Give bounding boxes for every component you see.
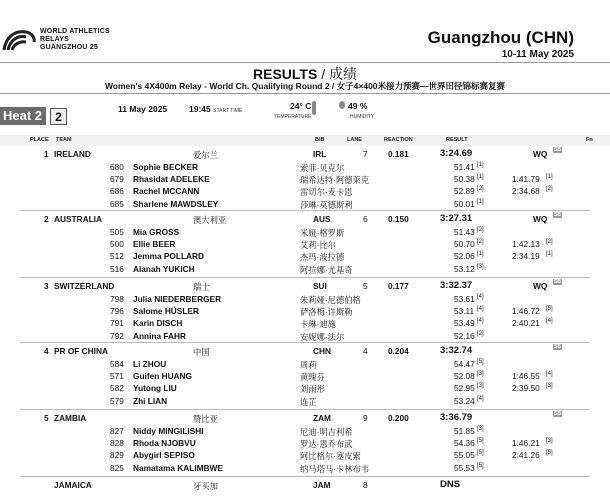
athlete-name-cn: 罗达·恩乔布武 — [300, 439, 353, 450]
athlete-bib: 516 — [110, 263, 124, 274]
split-rank: [5] — [477, 359, 484, 365]
team-code: IRL — [313, 149, 327, 159]
athlete-bib: 582 — [110, 383, 124, 394]
col-result: RESULT — [446, 137, 468, 143]
split-rank: [3] — [477, 383, 484, 390]
team-name: JAMAICA — [54, 480, 92, 490]
athlete-bib: 571 — [110, 371, 124, 382]
team-lane: 9 — [363, 413, 368, 423]
team-code: CHN — [313, 346, 331, 356]
athlete-bib: 829 — [110, 450, 124, 461]
athlete-name-cn: 瑞希达特·阿德莱克 — [300, 175, 370, 186]
athlete-split: 55.05 — [454, 450, 475, 461]
athlete-cumulative: 1:41.79 — [512, 174, 540, 185]
team-place: 2 — [44, 214, 49, 224]
athlete-name: Julia NIEDERBERGER — [133, 294, 222, 304]
athlete-name: Sharlene MAWDSLEY — [133, 198, 219, 209]
athlete-name: Rhoda NJOBVU — [133, 438, 196, 449]
athlete-name-cn: 卡琳·迪施 — [300, 319, 336, 330]
athlete-bib: 798 — [110, 294, 124, 304]
team-reaction: 0.181 — [388, 149, 409, 159]
athlete-name-cn: 米娅·格罗斯 — [300, 228, 345, 238]
athlete-cumulative: 2:34.19 — [512, 251, 540, 262]
split-rank: [1] — [477, 198, 484, 205]
athlete-name: Zhi LIAN — [133, 395, 168, 406]
team-name: SWITZERLAND — [54, 281, 115, 291]
cumulative-rank: [2] — [546, 186, 553, 193]
team-name: PR OF CHINA — [54, 346, 108, 356]
athlete-cumulative: 1:42.13 — [512, 239, 540, 250]
athlete-bib: 680 — [110, 162, 124, 172]
athlete-name: Guifen HUANG — [133, 371, 192, 382]
header-divider — [0, 62, 610, 63]
cumulative-rank: [4] — [546, 318, 553, 325]
humidity-caption: HUMIDITY — [350, 114, 375, 120]
athlete-cumulative: 1:46.72 — [512, 306, 540, 317]
org-line-1: WORLD ATHLETICS — [40, 28, 110, 35]
split-rank: [2] — [477, 330, 484, 337]
cumulative-rank: [5] — [546, 306, 553, 313]
cumulative-rank: [3] — [546, 438, 553, 445]
athlete-split: 52.95 — [454, 383, 475, 394]
split-rank: [1] — [477, 251, 484, 258]
col-fn: Fn — [586, 137, 593, 143]
team-place: 1 — [44, 149, 49, 159]
athlete-name: Namatama KALIMBWE — [133, 462, 223, 473]
cumulative-rank: [4] — [546, 371, 553, 378]
qualification-mark: WQ — [533, 214, 548, 224]
start-time-caption: START TIME — [213, 108, 243, 114]
temperature-caption: TEMPERATURE — [274, 114, 312, 120]
split-rank: [4] — [477, 306, 484, 313]
split-rank: [5] — [477, 438, 484, 445]
athlete-split: 51.85 — [454, 426, 475, 436]
athlete-name-cn: 雷切尔·麦卡恩 — [300, 187, 353, 198]
thermometer-icon — [312, 101, 316, 115]
athlete-name: Yutong LIU — [133, 383, 177, 394]
athlete-bib: 791 — [110, 318, 124, 329]
column-header-bar — [0, 135, 610, 146]
athlete-name-cn: 安妮娜·法尔 — [300, 331, 345, 342]
subtitle-divider — [0, 93, 610, 94]
team-name-cn: 赞比亚 — [193, 414, 218, 424]
athlete-name: Jemma POLLARD — [133, 251, 205, 262]
athlete-name: Salome HÜSLER — [133, 306, 199, 317]
venue-city: Guangzhou (CHN) — [427, 28, 574, 47]
athlete-name-cn: 索菲·贝克尔 — [300, 163, 345, 173]
athlete-split: 50.01 — [454, 198, 475, 209]
team-place: 4 — [44, 346, 49, 356]
team-result: 3:32.37 — [440, 280, 473, 291]
split-rank: [3] — [477, 426, 484, 432]
team-name-cn: 牙买加 — [193, 481, 218, 491]
team-code: SUI — [313, 281, 327, 291]
split-rank: [1] — [477, 174, 484, 181]
athlete-cumulative: 2:39.50 — [512, 383, 540, 394]
start-time-value: 19:45 — [189, 104, 211, 114]
start-time — [189, 104, 242, 114]
col-lane: LANE — [347, 137, 362, 143]
athlete-split: 53.24 — [454, 395, 475, 406]
col-team: TEAM — [56, 137, 72, 143]
athlete-bib: 827 — [110, 426, 124, 436]
team-name: AUSTRALIA — [54, 214, 102, 224]
athlete-split: 50.70 — [454, 239, 475, 250]
athlete-cumulative: 1:46.21 — [512, 438, 540, 449]
org-line-2: RELAYS — [40, 36, 69, 43]
split-rank: [4] — [477, 318, 484, 325]
team-lane: 4 — [363, 346, 368, 356]
athlete-split: 53.12 — [454, 263, 475, 274]
athlete-name-cn: 尼迪·明吉利希 — [300, 427, 353, 437]
season-best-badge: SB — [554, 344, 561, 350]
team-name: IRELAND — [54, 149, 91, 159]
athlete-split: 51.43 — [454, 227, 475, 237]
team-result: 3:36.79 — [440, 412, 473, 423]
split-rank: [5] — [477, 462, 484, 469]
humidity-drop-icon — [339, 101, 345, 109]
cumulative-rank: [1] — [546, 251, 553, 258]
athlete-split: 52.08 — [454, 371, 475, 382]
world-athletics-logo-icon — [2, 26, 36, 52]
team-name-cn: 澳大利亚 — [193, 215, 227, 225]
team-reaction: 0.200 — [388, 413, 409, 423]
athlete-name-cn: 艾莉·比尔 — [300, 240, 336, 251]
heat-number-box: 2 — [50, 108, 67, 125]
race-date: 11 May 2025 — [118, 104, 168, 114]
event-dates: 10-11 May 2025 — [501, 49, 574, 60]
team-lane: 7 — [363, 149, 368, 159]
athlete-name-cn: 萨洛梅·许斯勒 — [300, 307, 353, 318]
team-code: JAM — [313, 480, 331, 490]
org-line-3: GUANGZHOU 25 — [40, 44, 99, 51]
team-code: AUS — [313, 214, 331, 224]
athlete-name: Annina FAHR — [133, 330, 187, 341]
athlete-name: Mia GROSS — [133, 227, 180, 237]
athlete-name-cn: 朱莉娅·尼德伯格 — [300, 295, 361, 305]
season-best-badge: SB — [554, 147, 561, 153]
athlete-split: 53.11 — [454, 306, 475, 317]
heat-label: Heat 2 — [0, 107, 46, 125]
team-name-cn: 爱尔兰 — [193, 150, 218, 160]
team-name-cn: 瑞士 — [193, 282, 210, 292]
qualification-mark: WQ — [533, 149, 548, 159]
athlete-split: 51.41 — [454, 162, 475, 172]
athlete-bib: 686 — [110, 186, 124, 197]
team-place: 5 — [44, 413, 49, 423]
athlete-cumulative: 2:34.68 — [512, 186, 540, 197]
athlete-split: 52.06 — [454, 251, 475, 262]
season-best-badge: SB — [554, 411, 561, 417]
athlete-split: 52.16 — [454, 330, 475, 341]
athlete-name: Abygirl SEPISO — [133, 450, 195, 461]
cumulative-rank: [5] — [546, 450, 553, 457]
team-code: ZAM — [313, 413, 331, 423]
split-rank: [5] — [477, 450, 484, 457]
athlete-name-cn: 纳马塔马·卡林布韦 — [300, 463, 370, 474]
athlete-name-cn: 连芷 — [300, 396, 317, 407]
athlete-bib: 579 — [110, 395, 124, 406]
split-rank: [2] — [477, 239, 484, 246]
athlete-bib: 792 — [110, 330, 124, 341]
team-result: 3:32.74 — [440, 345, 473, 356]
team-separator — [20, 342, 590, 343]
team-place: 3 — [44, 281, 49, 291]
team-separator — [20, 210, 590, 211]
athlete-split: 54.47 — [454, 359, 475, 369]
athlete-name-cn: 阿拉娜·尤基奇 — [300, 264, 353, 275]
split-rank: [2] — [477, 227, 484, 233]
athlete-name-cn: 杰玛·波拉德 — [300, 252, 345, 263]
athlete-split: 53.49 — [454, 318, 475, 329]
col-reaction: REACTION — [384, 137, 413, 143]
team-separator — [20, 277, 590, 278]
team-lane: 5 — [363, 281, 368, 291]
athlete-split: 52.89 — [454, 186, 475, 197]
athlete-bib: 512 — [110, 251, 124, 262]
team-lane: 6 — [363, 214, 368, 224]
split-rank: [1] — [477, 162, 484, 168]
team-reaction: 0.204 — [388, 346, 409, 356]
athlete-bib: 685 — [110, 198, 124, 209]
athlete-name: Li ZHOU — [133, 359, 167, 369]
athlete-cumulative: 1:46.55 — [512, 371, 540, 382]
athlete-bib: 500 — [110, 239, 124, 250]
event-subtitle: Women's 4X400m Relay - World Ch. Qualifying Round 2 / 女子4×400米接力预赛—世界田径锦标赛复赛 — [104, 81, 506, 91]
athlete-name-cn: 周莉 — [300, 360, 317, 370]
split-rank: [4] — [477, 395, 484, 402]
athlete-split: 55.53 — [454, 462, 475, 473]
split-rank: [2] — [477, 186, 484, 193]
athlete-name: Niddy MINGILISHI — [133, 426, 204, 436]
team-result: 3:24.69 — [440, 148, 473, 159]
team-separator — [20, 409, 590, 410]
athlete-name-cn: 阿比格尔·塞皮索 — [300, 451, 361, 462]
athlete-bib: 505 — [110, 227, 124, 237]
athlete-cumulative: 2:40.21 — [512, 318, 540, 329]
athlete-bib: 584 — [110, 359, 124, 369]
athlete-split: 50.38 — [454, 174, 475, 185]
team-reaction: 0.177 — [388, 281, 409, 291]
temperature-value: 24° C — [290, 101, 312, 111]
results-word: RESULTS — [253, 66, 318, 82]
team-name: ZAMBIA — [54, 413, 87, 423]
split-rank: [3] — [477, 371, 484, 378]
team-name-cn: 中国 — [193, 347, 210, 357]
cumulative-rank: [1] — [546, 174, 553, 181]
team-reaction: 0.150 — [388, 214, 409, 224]
athlete-name: Rachel MCCANN — [133, 186, 200, 197]
athlete-name: Alanah YUKICH — [133, 263, 195, 274]
humidity-value: 49 % — [348, 101, 368, 111]
athlete-bib: 828 — [110, 438, 124, 449]
team-result: 3:27.31 — [440, 213, 473, 224]
athlete-split: 54.36 — [454, 438, 475, 449]
athlete-bib: 825 — [110, 462, 124, 473]
season-best-badge: SB — [554, 212, 561, 218]
athlete-name: Ellie BEER — [133, 239, 176, 250]
split-rank: [3] — [477, 263, 484, 270]
team-lane: 8 — [363, 480, 368, 490]
season-best-badge: SB — [554, 279, 561, 285]
split-rank: [4] — [477, 294, 484, 300]
athlete-name: Rhasidat ADELEKE — [133, 174, 210, 185]
athlete-bib: 796 — [110, 306, 124, 317]
organizer-label — [40, 28, 110, 52]
qualification-mark: WQ — [533, 281, 548, 291]
athlete-name-cn: 莎琳·莫德斯利 — [300, 199, 353, 210]
athlete-name: Karin DISCH — [133, 318, 183, 329]
athlete-name-cn: 刘雨彤 — [300, 384, 325, 395]
team-result: DNS — [440, 479, 461, 490]
athlete-split: 53.61 — [454, 294, 475, 304]
cumulative-rank: [3] — [546, 383, 553, 390]
cumulative-rank: [2] — [546, 239, 553, 246]
athlete-name-cn: 黄瑰芬 — [300, 372, 325, 383]
col-bib: BIB — [315, 137, 325, 143]
athlete-name: Sophie BECKER — [133, 162, 198, 172]
athlete-cumulative: 2:41.26 — [512, 450, 540, 461]
results-word-cn: / 成绩 — [321, 66, 357, 82]
col-place: PLACE — [30, 137, 49, 143]
athlete-bib: 679 — [110, 174, 124, 185]
team-separator — [20, 476, 590, 477]
